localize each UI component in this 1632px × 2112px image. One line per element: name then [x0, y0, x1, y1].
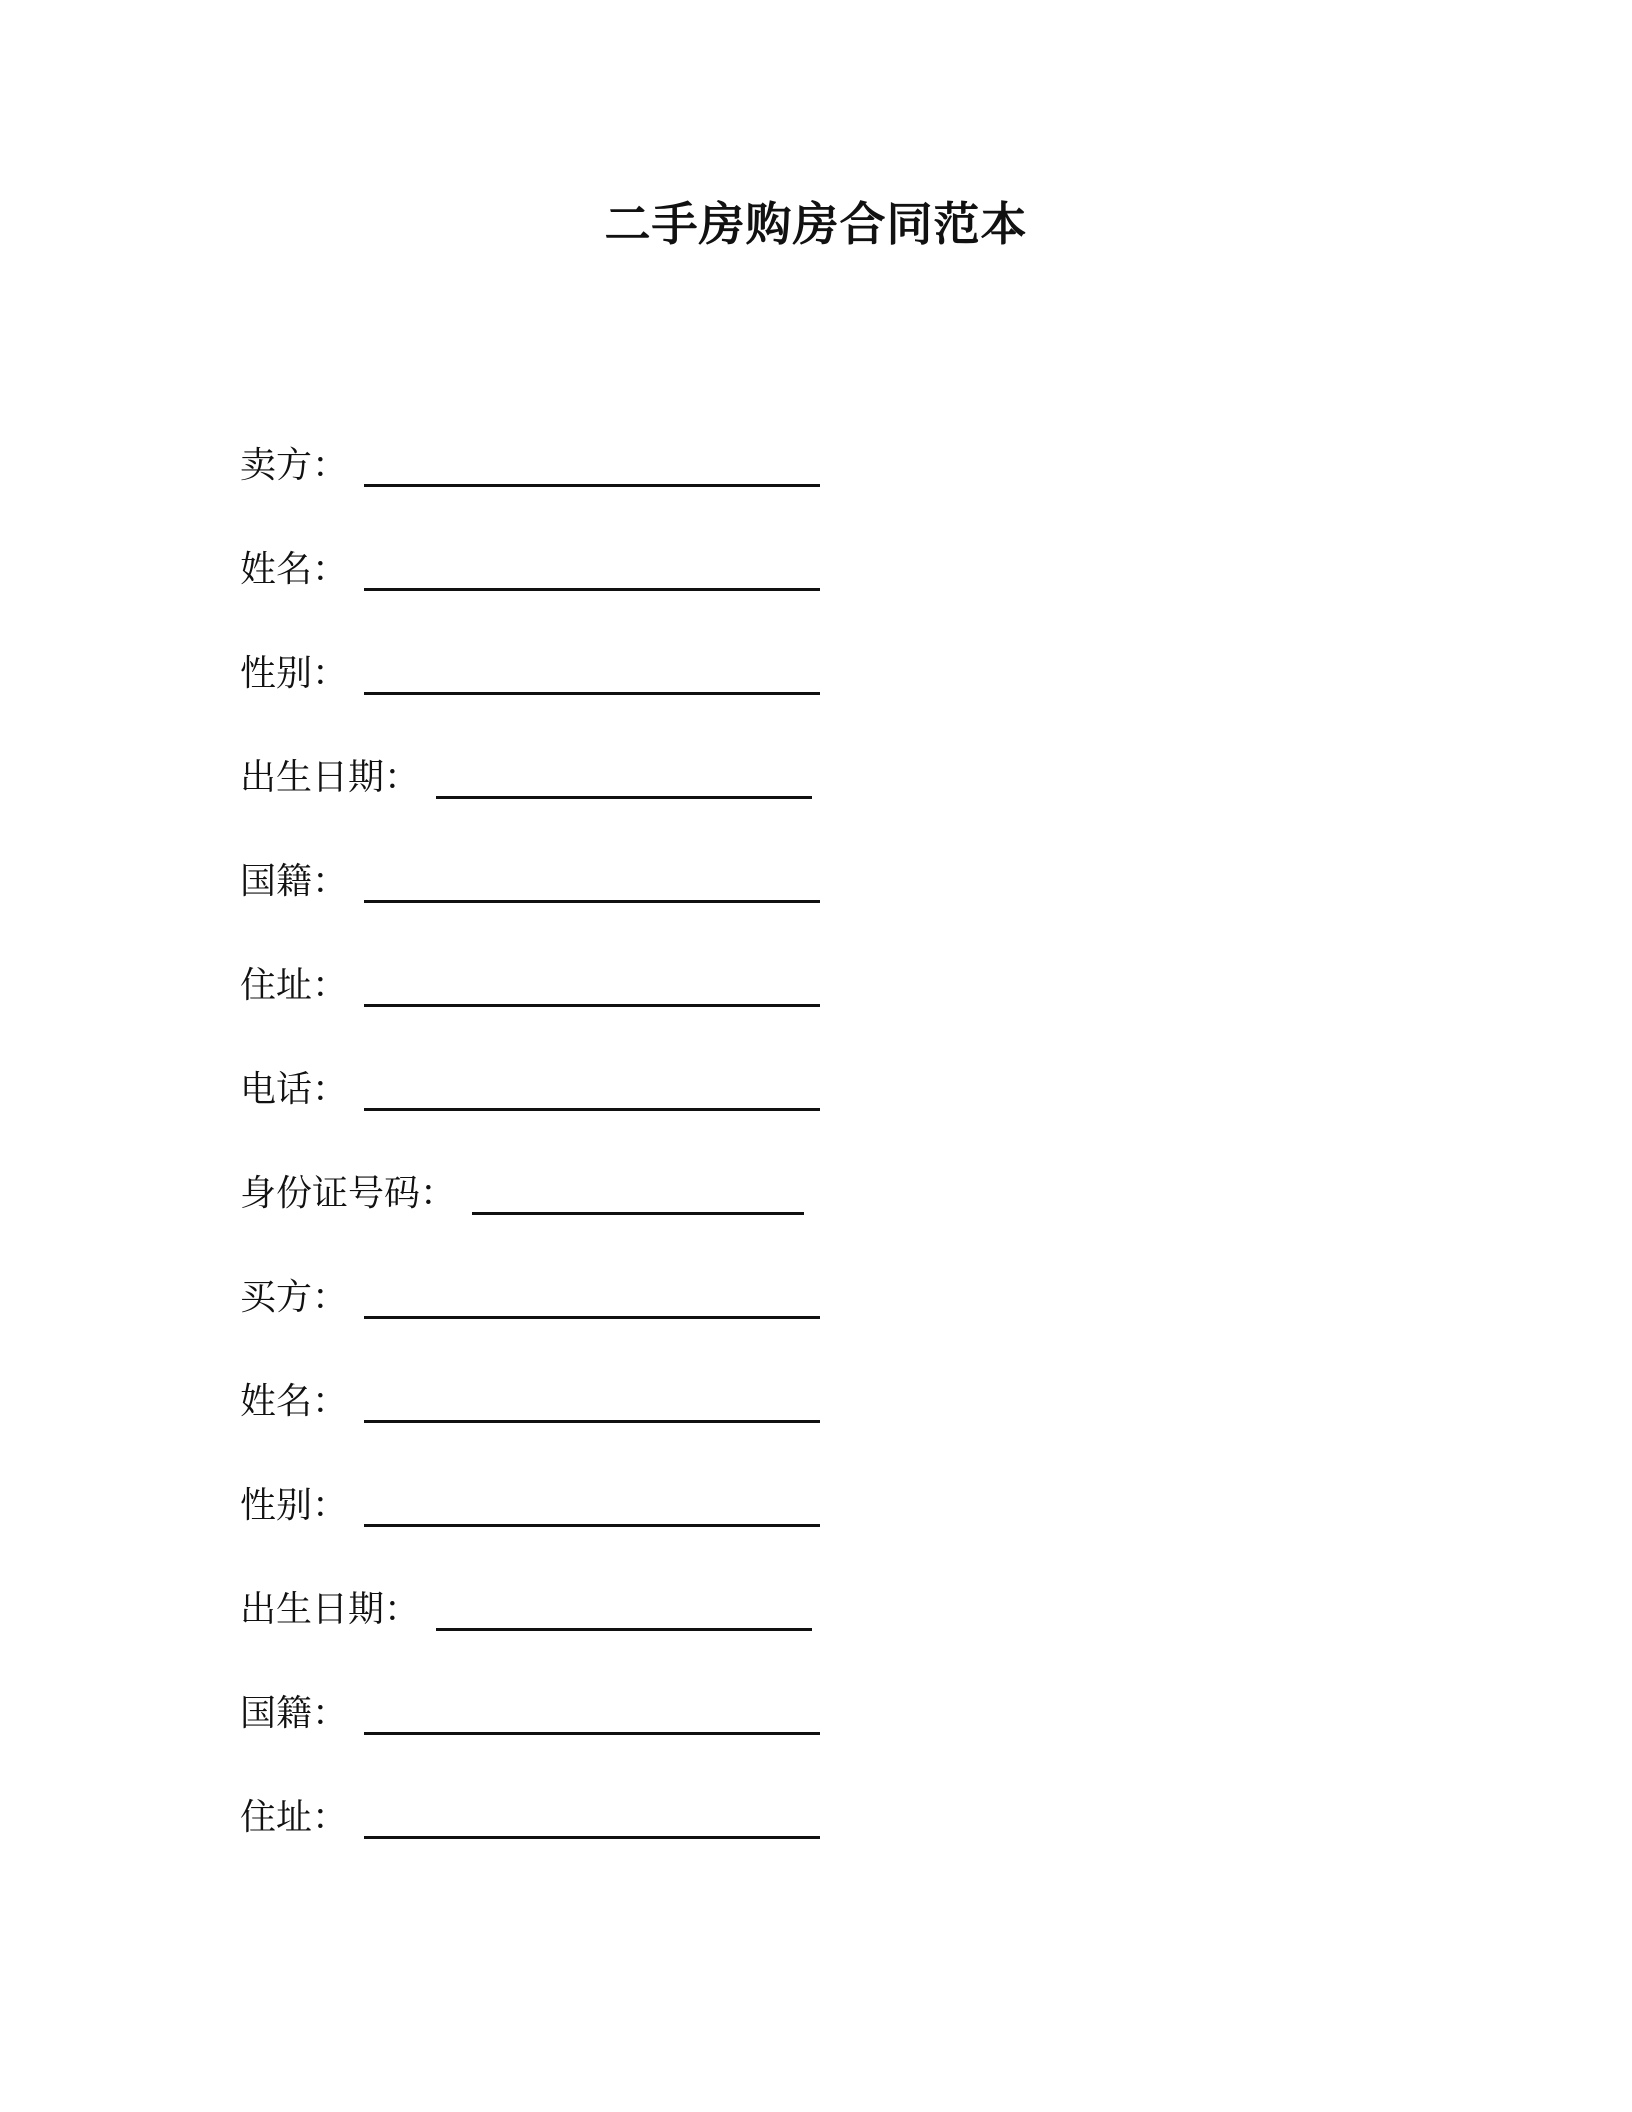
buyer-nationality-blank-line [364, 1690, 820, 1735]
buyer-colon: ： [312, 1277, 349, 1318]
buyer-birthdate-field-row [240, 1584, 1140, 1688]
seller-nationality-colon: ： [312, 861, 349, 902]
seller-label: 卖方 [240, 445, 313, 486]
buyer-address-blank-line [364, 1794, 820, 1839]
buyer-birthdate-blank-line [436, 1586, 812, 1631]
document-title: 二手房购房合同范本 [604, 197, 1028, 251]
seller-nationality-blank-line [364, 858, 820, 903]
buyer-field-row [240, 1272, 1140, 1376]
seller-nationality-field-row [240, 856, 1140, 960]
party-info-fields [240, 440, 1140, 1896]
seller-field-row [240, 440, 1140, 544]
seller-gender-field-row [240, 648, 1140, 752]
seller-name-colon: ： [312, 549, 349, 590]
buyer-birthdate-colon: ： [384, 1589, 421, 1630]
buyer-label: 买方 [240, 1277, 313, 1318]
seller-phone-blank-line [364, 1066, 820, 1111]
buyer-name-blank-line [364, 1378, 820, 1423]
seller-id-number-colon: ： [420, 1173, 457, 1214]
buyer-name-colon: ： [312, 1381, 349, 1422]
seller-id-number-label: 身份证号码 [240, 1173, 421, 1214]
buyer-nationality-label: 国籍 [240, 1693, 313, 1734]
seller-address-field-row [240, 960, 1140, 1064]
seller-gender-label: 性别 [240, 653, 313, 694]
buyer-address-label: 住址 [240, 1797, 313, 1838]
buyer-gender-colon: ： [312, 1485, 349, 1526]
seller-gender-colon: ： [312, 653, 349, 694]
seller-name-blank-line [364, 546, 820, 591]
seller-phone-label: 电话 [240, 1069, 313, 1110]
buyer-gender-blank-line [364, 1482, 820, 1527]
seller-address-label: 住址 [240, 965, 313, 1006]
seller-birthdate-blank-line [436, 754, 812, 799]
seller-colon: ： [312, 445, 349, 486]
buyer-gender-label: 性别 [240, 1485, 313, 1526]
seller-id-number-blank-line [472, 1170, 804, 1215]
buyer-birthdate-label: 出生日期 [240, 1589, 385, 1630]
buyer-nationality-colon: ： [312, 1693, 349, 1734]
buyer-blank-line [364, 1274, 820, 1319]
seller-name-label: 姓名 [240, 549, 313, 590]
seller-birthdate-field-row [240, 752, 1140, 856]
seller-birthdate-colon: ： [384, 757, 421, 798]
buyer-name-field-row [240, 1376, 1140, 1480]
buyer-address-colon: ： [312, 1797, 349, 1838]
buyer-address-field-row [240, 1792, 1140, 1896]
buyer-gender-field-row [240, 1480, 1140, 1584]
seller-gender-blank-line [364, 650, 820, 695]
seller-id-number-field-row [240, 1168, 1140, 1272]
seller-phone-field-row [240, 1064, 1140, 1168]
seller-nationality-label: 国籍 [240, 861, 313, 902]
buyer-name-label: 姓名 [240, 1381, 313, 1422]
buyer-nationality-field-row [240, 1688, 1140, 1792]
seller-name-field-row [240, 544, 1140, 648]
seller-address-blank-line [364, 962, 820, 1007]
seller-blank-line [364, 442, 820, 487]
seller-phone-colon: ： [312, 1069, 349, 1110]
seller-birthdate-label: 出生日期 [240, 757, 385, 798]
seller-address-colon: ： [312, 965, 349, 1006]
